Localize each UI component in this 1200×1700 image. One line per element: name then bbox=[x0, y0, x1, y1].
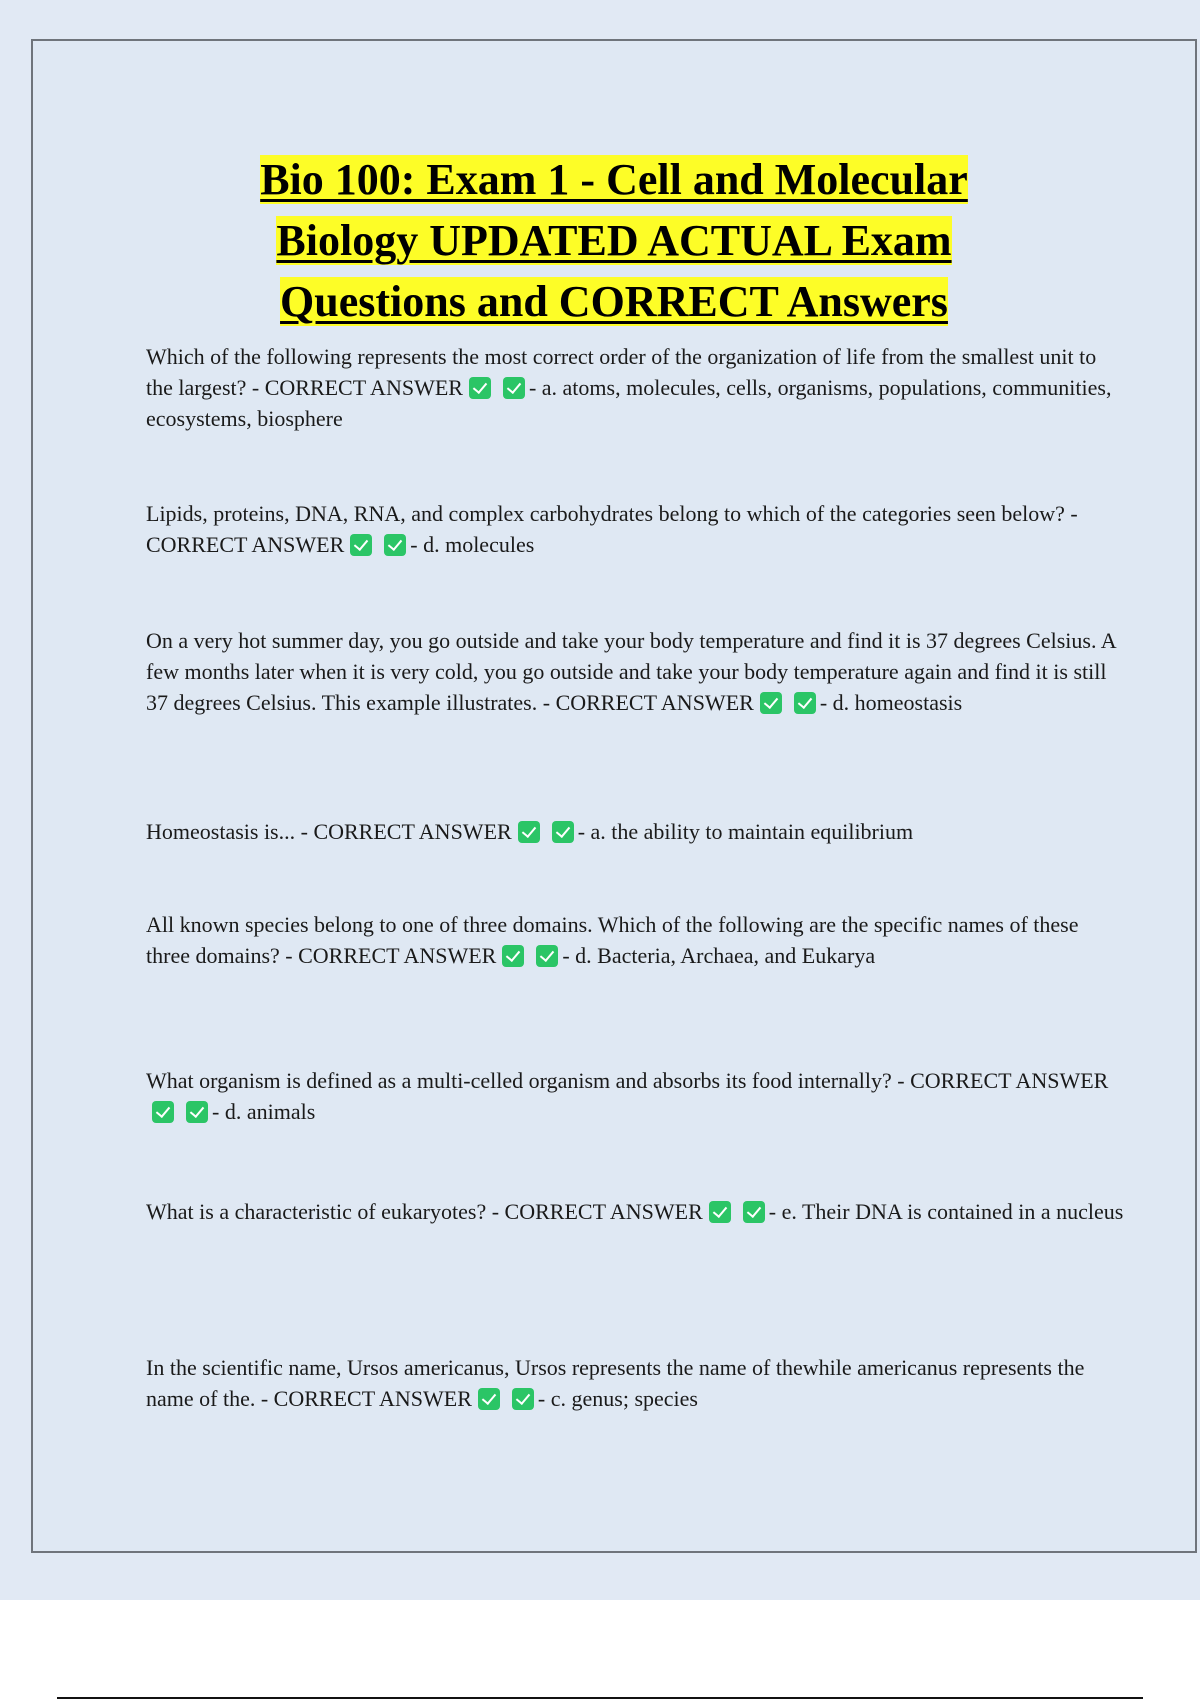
check-box-icon bbox=[478, 1388, 500, 1410]
answer-text: - d. molecules bbox=[410, 532, 535, 557]
question-item bbox=[146, 1352, 1126, 1414]
answer-text: - a. atoms, molecules, cells, organisms, populations, communities, ecosystems, biosphere bbox=[146, 375, 1112, 431]
answer-text: - d. Bacteria, Archaea, and Eukarya bbox=[562, 943, 876, 968]
question-item bbox=[146, 1065, 1126, 1127]
question-text: Lipids, proteins, DNA, RNA, and complex carbohydrates belong to which of the categories seen below? - CORRECT ANSWER bbox=[146, 501, 1078, 557]
document-page bbox=[31, 39, 1197, 1553]
check-box-icon bbox=[512, 1388, 534, 1410]
question-text: In the scientific name, Ursos americanus, Ursos represents the name of thewhile americanus represents the name of the. - CORRECT ANSWER bbox=[146, 1355, 1085, 1411]
check-box-icon bbox=[536, 945, 558, 967]
question-item bbox=[146, 625, 1126, 718]
check-box-icon bbox=[469, 377, 491, 399]
footer-divider bbox=[57, 1697, 1143, 1699]
check-box-icon bbox=[152, 1101, 174, 1123]
question-item bbox=[146, 909, 1126, 971]
check-box-icon bbox=[794, 692, 816, 714]
check-box-icon bbox=[350, 534, 372, 556]
question-text: What organism is defined as a multi-celled organism and absorbs its food internally? - CORRECT ANSWER bbox=[146, 1068, 1109, 1093]
question-item bbox=[146, 341, 1126, 434]
answer-text: - d. homeostasis bbox=[819, 690, 963, 715]
answer-text: - c. genus; species bbox=[537, 1386, 698, 1411]
question-item bbox=[146, 816, 1126, 847]
check-box-icon bbox=[743, 1201, 765, 1223]
question-text: What is a characteristic of eukaryotes? - CORRECT ANSWER bbox=[146, 1199, 703, 1224]
document-title bbox=[204, 149, 1024, 332]
check-box-icon bbox=[760, 692, 782, 714]
check-box-icon bbox=[503, 377, 525, 399]
check-box-icon bbox=[186, 1101, 208, 1123]
question-text: All known species belong to one of three domains. Which of the following are the specific names of these three domains? - CORRECT ANSWER bbox=[146, 912, 1079, 968]
answer-text: - e. Their DNA is contained in a nucleus bbox=[768, 1199, 1124, 1224]
answer-text: - d. animals bbox=[212, 1099, 316, 1124]
question-text: Homeostasis is... - CORRECT ANSWER bbox=[146, 819, 512, 844]
title-highlight: Bio 100: Exam 1 - Cell and Molecular Biology UPDATED ACTUAL Exam Questions and CORRECT Answers bbox=[260, 155, 968, 326]
question-text: On a very hot summer day, you go outside and take your body temperature and find it is 37 degrees Celsius. A few months later when it is very cold, you go outside and take your body temperature again and find it is still 37 degrees Celsius. This example illustrates. - CORRECT ANSWER bbox=[146, 628, 1116, 715]
answer-text: - a. the ability to maintain equilibrium bbox=[577, 819, 914, 844]
check-box-icon bbox=[709, 1201, 731, 1223]
question-item bbox=[146, 498, 1126, 560]
check-box-icon bbox=[502, 945, 524, 967]
question-text: Which of the following represents the most correct order of the organization of life from the smallest unit to the largest? - CORRECT ANSWER bbox=[146, 344, 1097, 400]
check-box-icon bbox=[552, 821, 574, 843]
check-box-icon bbox=[518, 821, 540, 843]
question-item bbox=[146, 1196, 1126, 1227]
check-box-icon bbox=[384, 534, 406, 556]
